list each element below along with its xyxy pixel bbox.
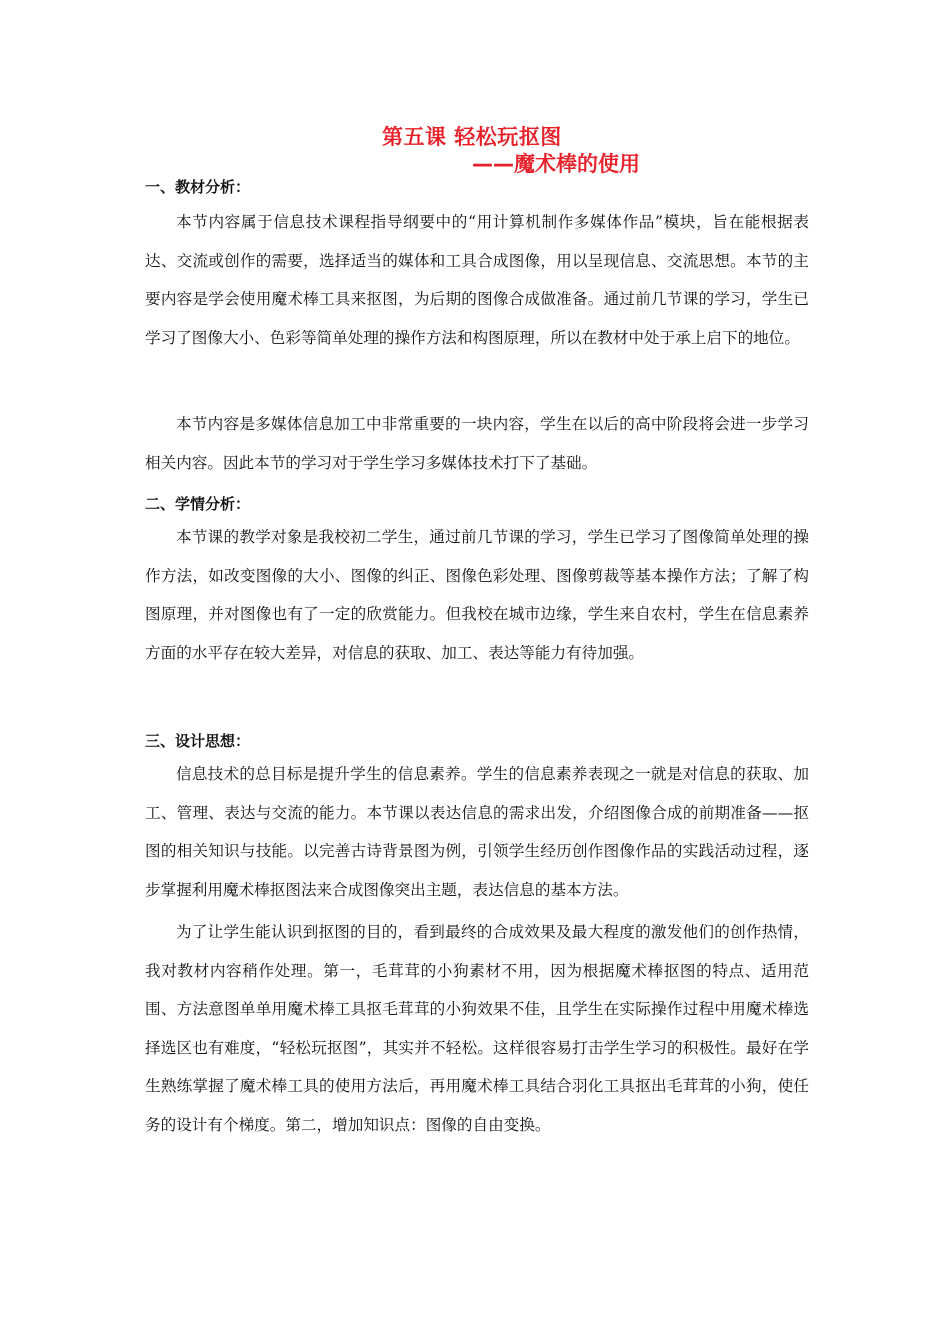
section-heading-design-idea: 三、设计思想： xyxy=(145,732,251,750)
document-title: 第五课 轻松玩抠图 xyxy=(382,125,562,149)
paragraph-design-idea-2: 为了让学生能认识到抠图的目的，看到最终的合成效果及最大程度的激发他们的创作热情，我对教材内容稍作处理。第一，毛茸茸的小狗素材不用，因为根据魔术棒抠图的特点、适用范围、方法意图单单用魔术棒工具抠毛茸茸的小狗效果不佳，且学生在实际操作过程中用魔术棒选择选区也有难度，“轻松玩抠图”，其实并不轻松。这样很容易打击学生学习的积极性。最好在学生熟练掌握了魔术棒工具的使用方法后，再用魔术棒工具结合羽化工具抠出毛茸茸的小狗，使任务的设计有个梯度。第二，增加知识点：图像的自由变换。 xyxy=(145,923,809,1134)
paragraph-textbook-analysis-2: 本节内容是多媒体信息加工中非常重要的一块内容，学生在以后的高中阶段将会进一步学习相关内容。因此本节的学习对于学生学习多媒体技术打下了基础。 xyxy=(145,415,809,472)
section-heading-textbook-analysis: 一、教材分析： xyxy=(145,178,251,196)
paragraph-design-idea-1: 信息技术的总目标是提升学生的信息素养。学生的信息素养表现之一就是对信息的获取、加工、管理、表达与交流的能力。本节课以表达信息的需求出发，介绍图像合成的前期准备——抠图的相关知识与技能。以完善古诗背景图为例，引领学生经历创作图像作品的实践活动过程，逐步掌握利用魔术棒抠图法来合成图像突出主题，表达信息的基本方法。 xyxy=(145,765,809,899)
paragraph-student-analysis-1: 本节课的教学对象是我校初二学生，通过前几节课的学习，学生已学习了图像简单处理的操作方法，如改变图像的大小、图像的纠正、图像色彩处理、图像剪裁等基本操作方法；了解了构图原理，并对图像也有了一定的欣赏能力。但我校在城市边缘，学生来自农村，学生在信息素养方面的水平存在较大差异，对信息的获取、加工、表达等能力有待加强。 xyxy=(145,528,809,662)
document-subtitle: ——魔术棒的使用 xyxy=(472,152,640,176)
paragraph-textbook-analysis-1: 本节内容属于信息技术课程指导纲要中的“用计算机制作多媒体作品”模块，旨在能根据表达、交流或创作的需要，选择适当的媒体和工具合成图像，用以呈现信息、交流思想。本节的主要内容是学会使用魔术棒工具来抠图，为后期的图像合成做准备。通过前几节课的学习，学生已学习了图像大小、色彩等简单处理的操作方法和构图原理，所以在教材中处于承上启下的地位。 xyxy=(145,213,809,347)
section-heading-student-analysis: 二、学情分析： xyxy=(145,495,251,513)
